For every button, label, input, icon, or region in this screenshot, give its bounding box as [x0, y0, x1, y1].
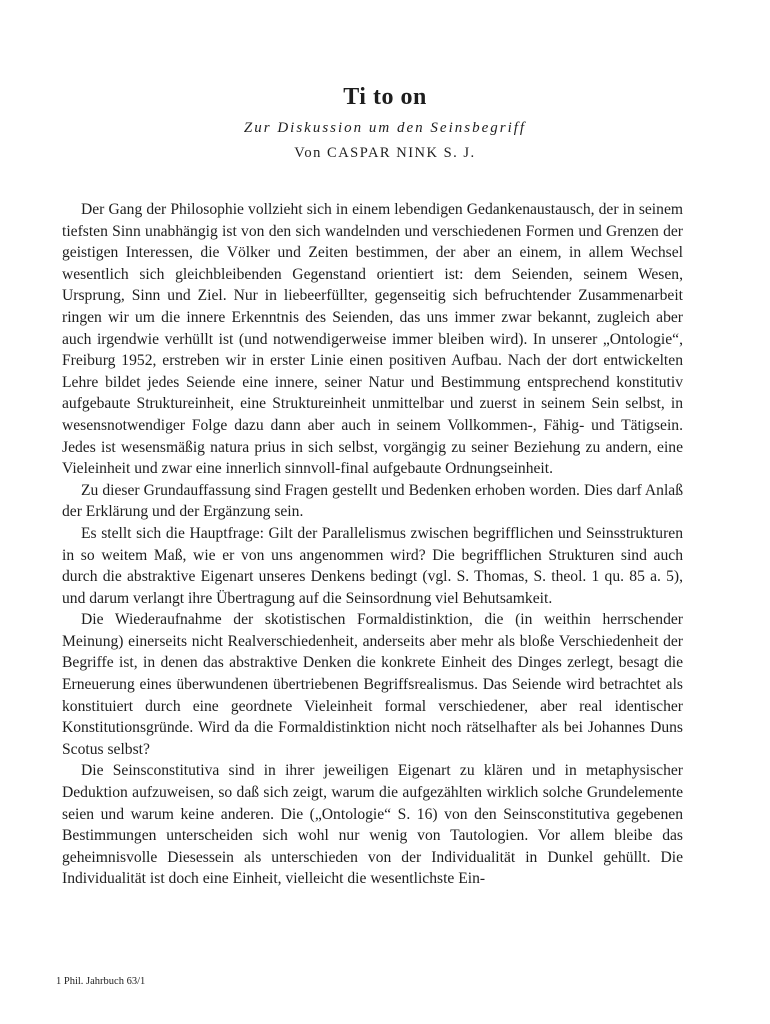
paragraph-3: Es stellt sich die Hauptfrage: Gilt der Parallelismus zwischen begrifflichen und Seinsstrukturen in so weitem Maß, wie er von uns angenommen wird? Die begrifflichen Strukturen sind auch durch die abstraktive Eigenart unseres Denkens bedingt (vgl. S. Thomas, S. theol. 1 qu. 85 a. 5), und darum verlangt ihre Übertragung auf die Seinsordnung viel Behutsamkeit.	[62, 524, 683, 607]
paragraph-4: Die Wiederaufnahme der skotistischen Formaldistinktion, die (in weithin herrschender Meinung) einerseits nicht Realverschiedenheit, anderseits aber mehr als bloße Verschiedenheit der Begriffe ist, in denen das abstraktive Denken die konkrete Einheit des Dinges zerlegt, besagt die Erneuerung eines überwundenen übertriebenen Begriffsrealismus. Das Seiende wird betrachtet als konstituiert durch eine geordnete Vieleinheit formal verschiedener, aber real identischer Konstitutionsgründe. Wird da die Formaldistinktion nicht noch rätselhafter als bei Johannes Duns Scotus selbst?	[62, 611, 683, 758]
page-footer: 1 Phil. Jahrbuch 63/1	[56, 976, 146, 987]
paragraph-2: Zu dieser Grundauffassung sind Fragen gestellt und Bedenken erhoben worden. Dies darf Anlaß der Erklärung und der Ergänzung sein.	[62, 481, 683, 521]
article-title: Ti to on	[343, 84, 427, 110]
article-body	[62, 199, 683, 890]
article-author: Von CASPAR NINK S. J.	[294, 145, 476, 161]
paragraph-1: Der Gang der Philosophie vollzieht sich in einem lebendigen Gedankenaustausch, der in seinem tiefsten Sinn unabhängig ist von den sich wandelnden und verschiedenen Formen und Grenzen der geistigen Interessen, die Völker und Zeiten bestimmen, der aber an einem, in allem Wechsel wesentlich sich gleichbleibenden Gegenstand orientiert ist: dem Seienden, seinem Wesen, Ursprung, Sinn und Ziel. Nur in liebeerfüllter, gegenseitig sich befruchtender Zusammenarbeit ringen wir um die innere Erkenntnis des Seienden, das uns immer zwar bekannt, zugleich aber auch irgendwie verhüllt ist (und notwendigerweise immer bleiben wird). In unserer „Ontologie“, Freiburg 1952, erstreben wir in erster Linie einen positiven Aufbau. Nach der dort entwickelten Lehre bildet jedes Seiende eine innere, seiner Natur und Bestimmung entsprechend konstitutiv aufgebaute Struktureinheit, eine Struktureinheit unmittelbar und zuerst in seinem Sein selbst, in wesensnotwendiger Folge dazu dann aber auch in seinem Vollkommen-, Fähig- und Tätigsein. Jedes ist wesensmäßig natura prius in sich selbst, vorgängig zu seiner Beziehung zu andern, eine Vieleinheit und zwar eine innerlich sinnvoll-final aufgebaute Ordnungseinheit.	[62, 201, 683, 478]
article-subtitle: Zur Diskussion um den Seinsbegriff	[243, 120, 527, 136]
paragraph-5: Die Seinsconstitutiva sind in ihrer jeweiligen Eigenart zu klären und in metaphysischer Deduktion aufzuweisen, so daß sich zeigt, warum die aufgezählten wirklich solche Grundelemente seien und warum keine anderen. Die („Ontologie“ S. 16) von den Seinsconstitutiva gegebenen Bestimmungen unterscheiden sich wohl nur wenig von Tautologien. Vor allem bleibe das geheimnisvolle Diesessein als unterschieden von der Individualität in Dunkel gehüllt. Die Individualität ist doch eine Einheit, vielleicht die wesentlichste Ein-	[62, 762, 683, 888]
